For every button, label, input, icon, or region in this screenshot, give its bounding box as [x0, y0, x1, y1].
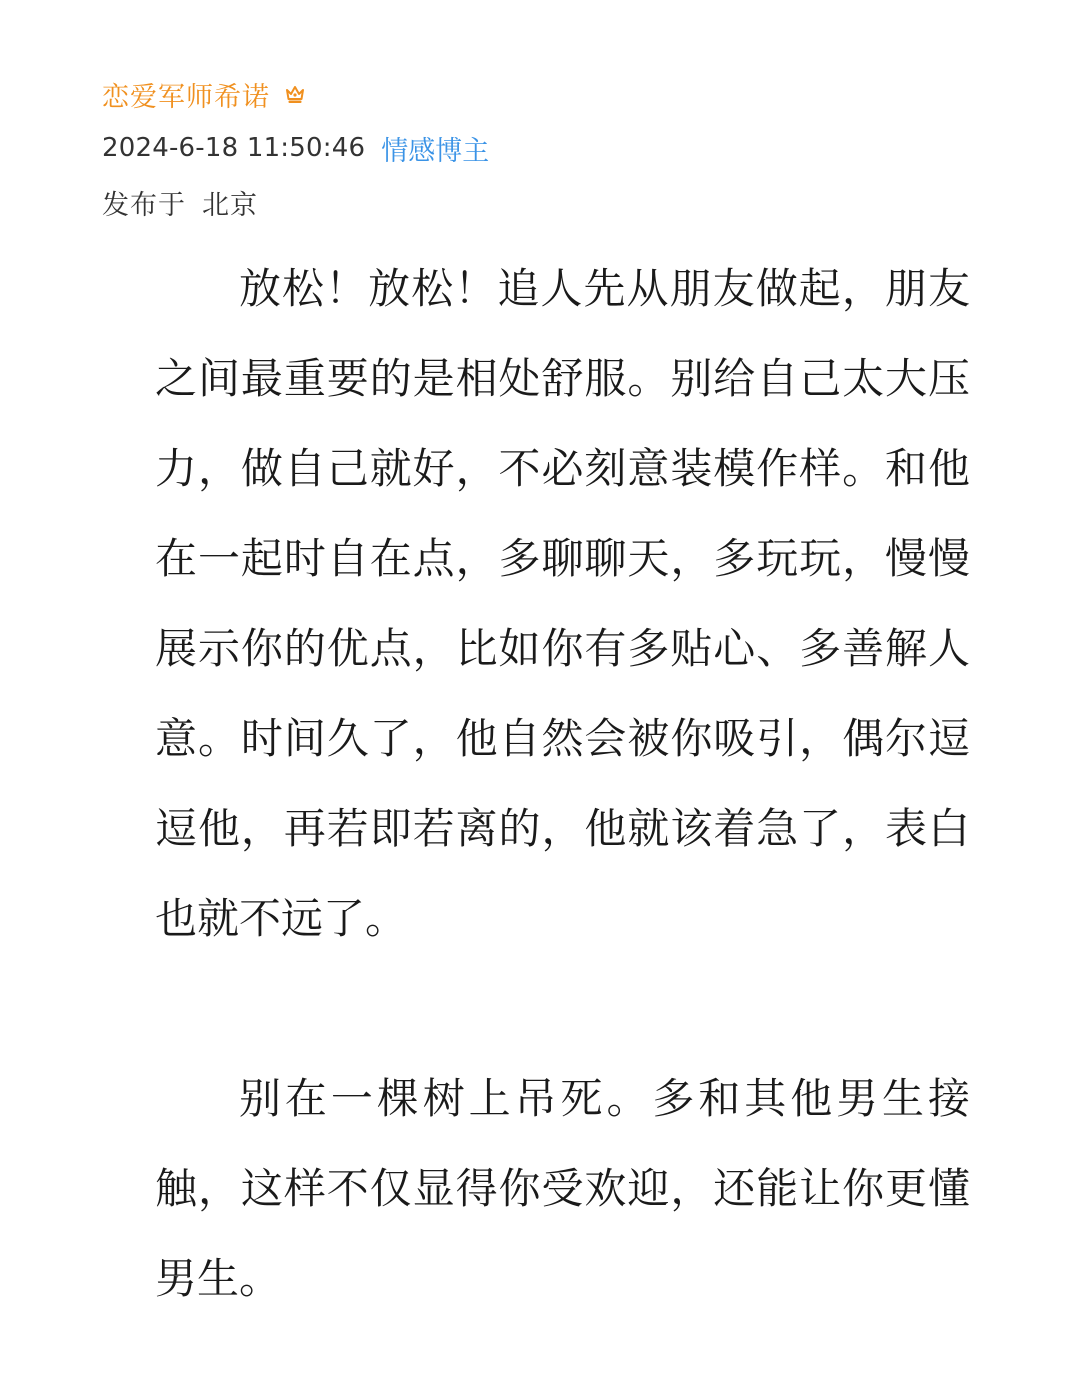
post-timestamp: 2024-6-18 11:50:46 — [102, 133, 366, 163]
post-content — [155, 244, 970, 1324]
post-paragraph: 别在一棵树上吊死。多和其他男生接触，这样不仅显得你受欢迎，还能让你更懂男生。 — [155, 1074, 970, 1303]
meta-row — [102, 128, 1002, 168]
author-tag[interactable]: 情感博主 — [381, 135, 490, 167]
location-label: 发布于 — [102, 189, 186, 221]
location-value: 北京 — [202, 189, 258, 221]
post-paragraph: 放松！放松！追人先从朋友做起，朋友之间最重要的是相处舒服。别给自己太大压力，做自己就好，不必刻意装模作样。和他在一起时自在点，多聊聊天，多玩玩，慢慢展示你的优点，比如你有多贴心、多善解人意。时间久了，他自然会被你吸引，偶尔逗逗他，再若即若离的，他就该着急了，表白也就不远了。 — [155, 264, 970, 943]
author-name[interactable]: 恋爱军师希诺 — [102, 81, 270, 113]
location-row — [102, 182, 1002, 222]
post-header — [102, 72, 1002, 222]
crown-icon — [284, 83, 306, 105]
author-row — [102, 72, 1002, 116]
